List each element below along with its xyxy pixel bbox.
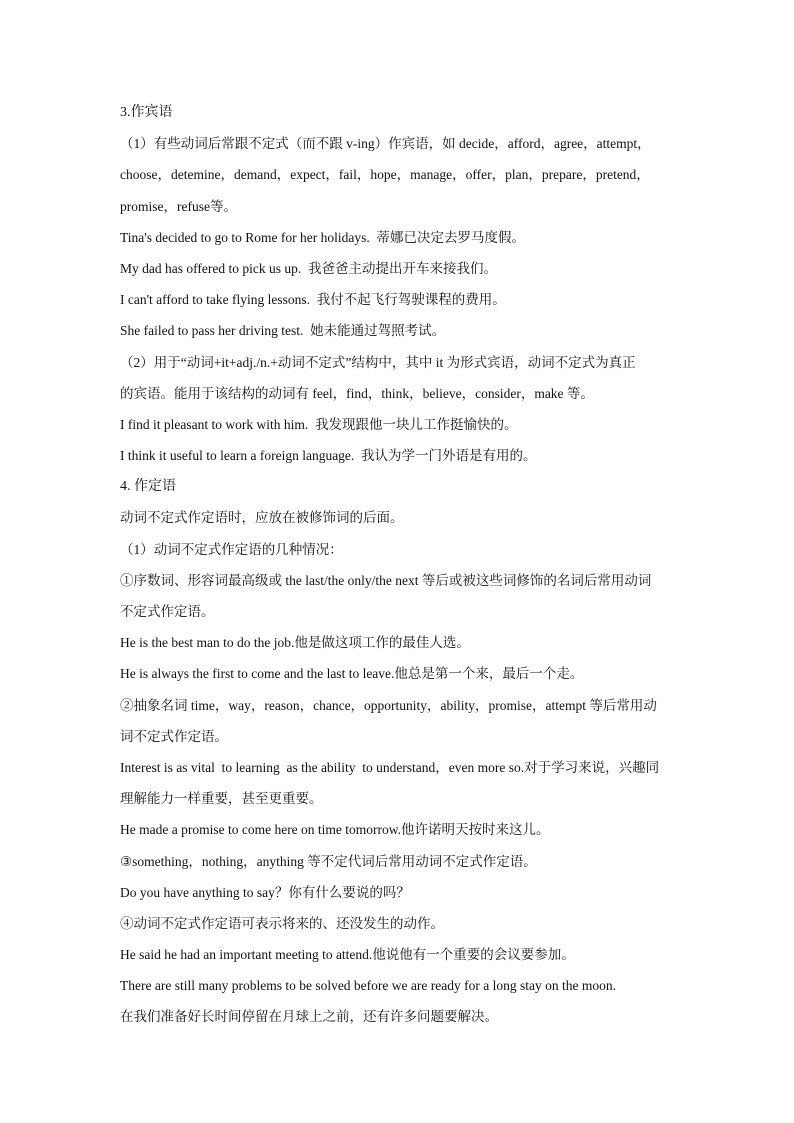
- rule-text: 词不定式作定语。: [120, 728, 228, 744]
- rule-text: （1）有些动词后常跟不定式（而不跟 v-ing）作宾语，如 decide，afford，agree，attempt，: [120, 136, 651, 152]
- example-sentence: 理解能力一样重要，甚至更重要。: [120, 791, 323, 807]
- example-sentence: He is the best man to do the job.他是做这项工作的最佳人选。: [120, 635, 470, 651]
- example-sentence: Do you have anything to say？你有什么要说的吗？: [120, 884, 410, 900]
- example-sentence: I find it pleasant to work with him. 我发现跟他一块儿工作挺愉快的。: [120, 416, 518, 432]
- example-sentence: Tina's decided to go to Rome for her holidays. 蒂娜已决定去罗马度假。: [120, 229, 526, 245]
- example-sentence: He said he had an important meeting to attend.他说他有一个重要的会议要参加。: [120, 947, 575, 963]
- example-sentence: He is always the first to come and the last to leave.他总是第一个来，最后一个走。: [120, 666, 584, 682]
- rule-text: 不定式作定语。: [120, 604, 215, 619]
- example-sentence: He made a promise to come here on time tomorrow.他许诺明天按时来这儿。: [120, 822, 550, 838]
- rule-text: promise，refuse等。: [120, 198, 237, 214]
- example-sentence: There are still many problems to be solved before we are ready for a long stay on the moon.: [120, 978, 616, 994]
- example-sentence: Interest is as vital to learning as the ability to understand，even more so.对于学习来说，兴趣同: [120, 759, 660, 775]
- example-sentence: I think it useful to learn a foreign language. 我认为学一门外语是有用的。: [120, 448, 537, 464]
- rule-text: ①序数词、形容词最高级或 the last/the only/the next 等后或被这些词修饰的名词后常用动词: [120, 572, 652, 588]
- example-sentence: My dad has offered to pick us up. 我爸爸主动提出开车来接我们。: [120, 260, 497, 276]
- example-sentence: She failed to pass her driving test. 她未能通过驾照考试。: [120, 323, 446, 339]
- rule-text: 的宾语。能用于该结构的动词有 feel，find，think，believe，consider，make 等。: [120, 385, 594, 401]
- subheading: （1）动词不定式作定语的几种情况：: [120, 541, 343, 557]
- rule-text: （2）用于“动词+it+adj./n.+动词不定式”结构中，其中 it 为形式宾语，动词不定式为真正: [120, 354, 636, 370]
- section-heading-attributive: 4. 作定语: [120, 479, 176, 495]
- document-body: [120, 97, 700, 1033]
- rule-text: ④动词不定式作定语可表示将来的、还没发生的动作。: [120, 915, 444, 931]
- section-heading-object: 3.作宾语: [120, 105, 173, 120]
- rule-text: choose，detemine，demand，expect，fail，hope，manage，offer，plan，prepare，pretend，: [120, 167, 650, 183]
- example-sentence: 在我们准备好长时间停留在月球上之前，还有许多问题要解决。: [120, 1009, 498, 1025]
- rule-text: 动词不定式作定语时，应放在被修饰词的后面。: [120, 510, 404, 526]
- rule-text: ③something，nothing，anything 等不定代词后常用动词不定式作定语。: [120, 853, 537, 869]
- rule-text: ②抽象名词 time，way，reason，chance，opportunity，ability，promise，attempt 等后常用动: [120, 697, 657, 713]
- example-sentence: I can't afford to take flying lessons. 我付不起飞行驾驶课程的费用。: [120, 292, 506, 308]
